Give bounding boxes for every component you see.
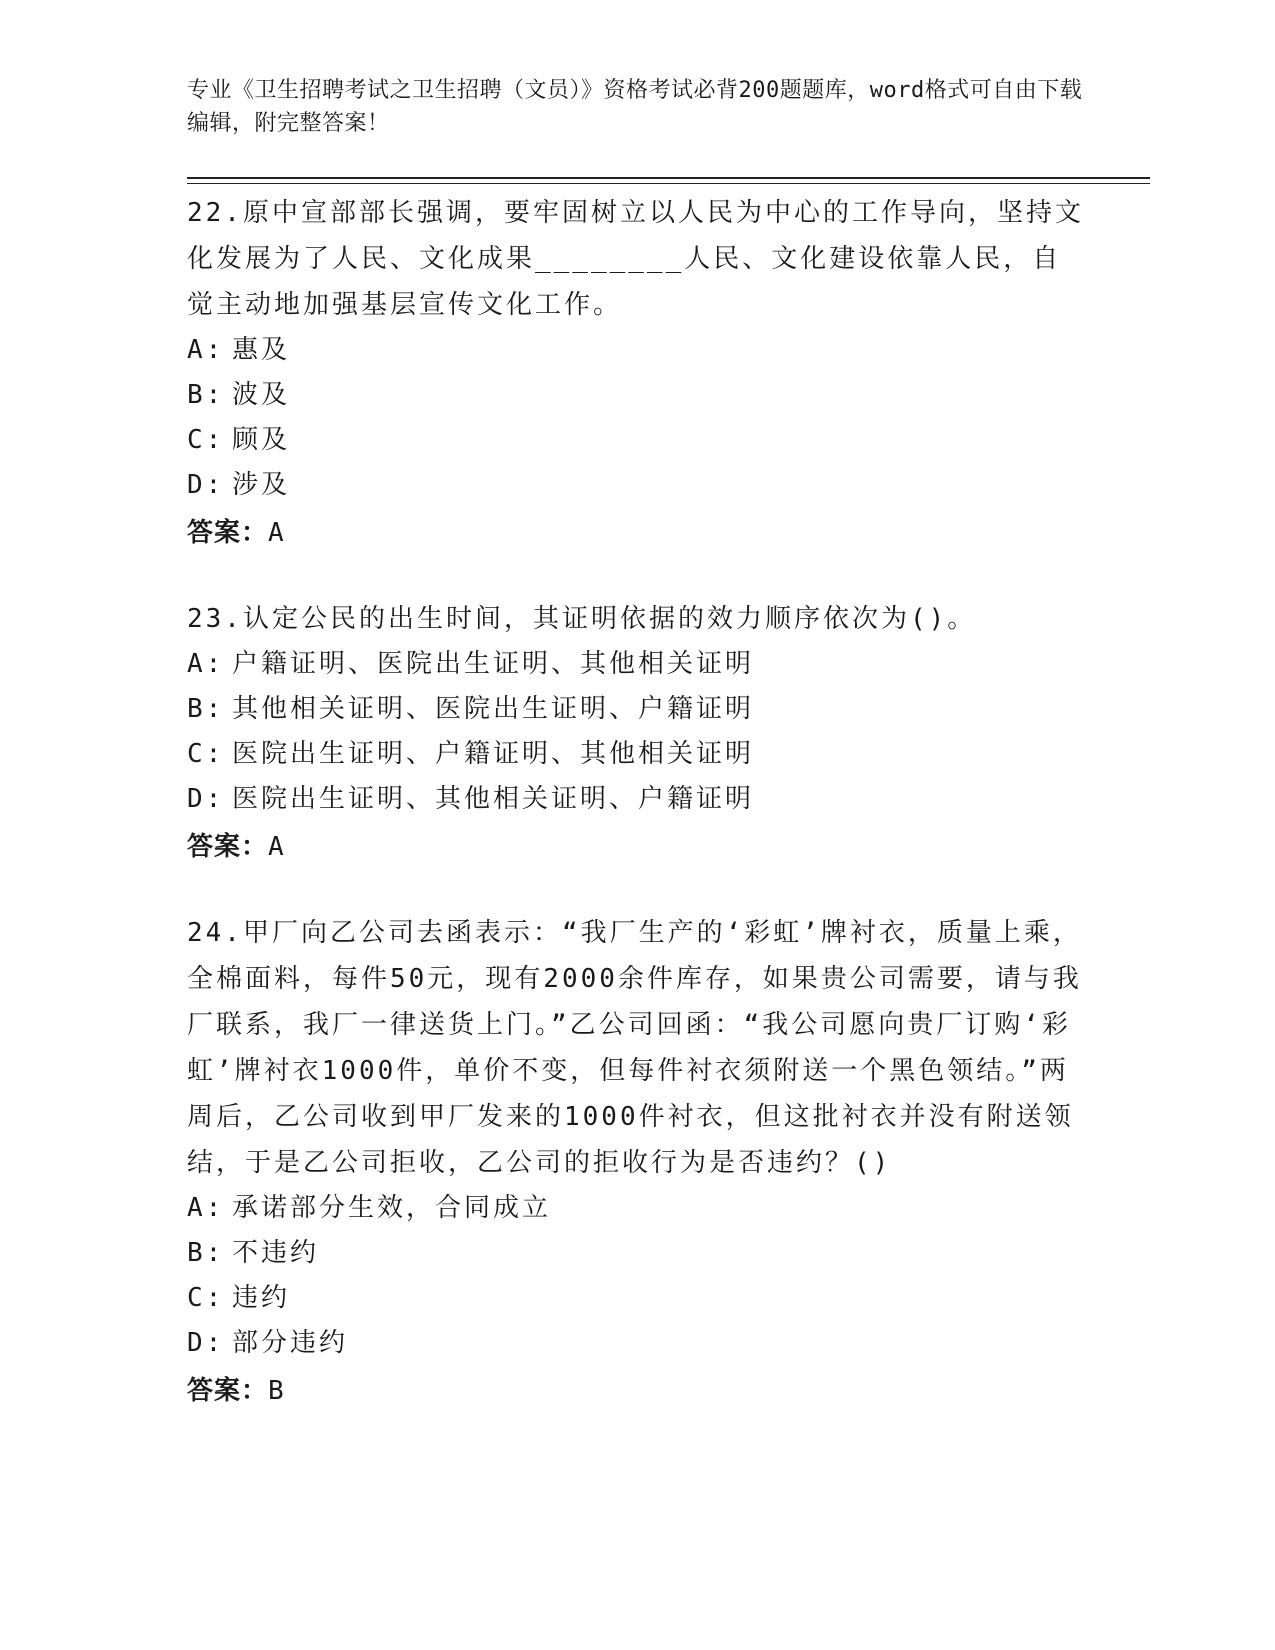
question-stem: 24.甲厂向乙公司去函表示：“我厂生产的‘彩虹’牌衬衣，质量上乘，全棉面料，每件50元，现有2000余件库存，如果贵公司需要，请与我厂联系，我厂一律送货上门。”乙公司回函：“我公司愿向贵厂订购‘彩虹’牌衬衣1000件，单价不变，但每件衬衣须附送一个黑色领结。”两周后，乙公司收到甲厂发来的1000件衬衣，但这批衬衣并没有附送领结，于是乙公司拒收，乙公司的拒收行为是否违约？() — [187, 918, 1082, 1178]
question-stem: 22.原中宣部部长强调，要牢固树立以人民为中心的工作导向，坚持文化发展为了人民、文化成果________人民、文化建设依靠人民，自觉主动地加强基层宣传文化工作。 — [187, 198, 1084, 320]
option-text: 其他相关证明、医院出生证明、户籍证明 — [232, 694, 755, 724]
option-letter: B: — [187, 380, 225, 410]
option-a — [187, 642, 1087, 687]
header-text: 专业《卫生招聘考试之卫生招聘（文员）》资格考试必背200题题库，word格式可自由下载编辑，附完整答案！ — [187, 78, 1083, 136]
option-d — [187, 1321, 1087, 1366]
option-letter: D: — [187, 470, 225, 500]
option-letter: B: — [187, 1238, 225, 1268]
option-text: 违约 — [232, 1283, 291, 1313]
option-a — [187, 328, 1087, 373]
answer-label: 答案： — [187, 518, 269, 548]
option-c — [187, 1276, 1087, 1321]
option-b — [187, 373, 1087, 418]
option-text: 承诺部分生效，合同成立 — [232, 1193, 552, 1223]
option-text: 部分违约 — [232, 1328, 349, 1358]
answer-value: B — [268, 1376, 285, 1406]
option-letter: A: — [187, 649, 225, 679]
answer-line — [187, 824, 1087, 870]
answer-label: 答案： — [187, 832, 269, 862]
option-d — [187, 463, 1087, 508]
option-text: 医院出生证明、其他相关证明、户籍证明 — [232, 784, 755, 814]
question-22 — [187, 190, 1087, 556]
option-text: 涉及 — [232, 470, 291, 500]
header-rule-thin — [187, 183, 1150, 184]
answer-value: A — [268, 832, 285, 862]
question-24 — [187, 910, 1087, 1414]
option-letter: C: — [187, 739, 225, 769]
option-a — [187, 1186, 1087, 1231]
answer-label: 答案： — [187, 1376, 269, 1406]
option-b — [187, 687, 1087, 732]
option-c — [187, 418, 1087, 463]
option-d — [187, 777, 1087, 822]
option-text: 顾及 — [232, 425, 291, 455]
answer-line — [187, 510, 1087, 556]
option-text: 不违约 — [232, 1238, 320, 1268]
option-c — [187, 732, 1087, 777]
answer-value: A — [268, 518, 285, 548]
option-letter: D: — [187, 784, 225, 814]
option-letter: A: — [187, 1193, 225, 1223]
option-letter: B: — [187, 694, 225, 724]
question-23 — [187, 596, 1087, 870]
option-text: 医院出生证明、户籍证明、其他相关证明 — [232, 739, 755, 769]
option-letter: C: — [187, 1283, 225, 1313]
option-text: 惠及 — [232, 335, 291, 365]
header-rule-thick — [187, 177, 1150, 179]
question-list — [187, 190, 1087, 1454]
option-letter: C: — [187, 425, 225, 455]
answer-line — [187, 1368, 1087, 1414]
option-letter: D: — [187, 1328, 225, 1358]
option-text: 户籍证明、医院出生证明、其他相关证明 — [232, 649, 755, 679]
option-text: 波及 — [232, 380, 291, 410]
document-header — [187, 74, 1087, 140]
question-stem: 23.认定公民的出生时间，其证明依据的效力顺序依次为()。 — [187, 604, 977, 634]
option-b — [187, 1231, 1087, 1276]
option-letter: A: — [187, 335, 225, 365]
